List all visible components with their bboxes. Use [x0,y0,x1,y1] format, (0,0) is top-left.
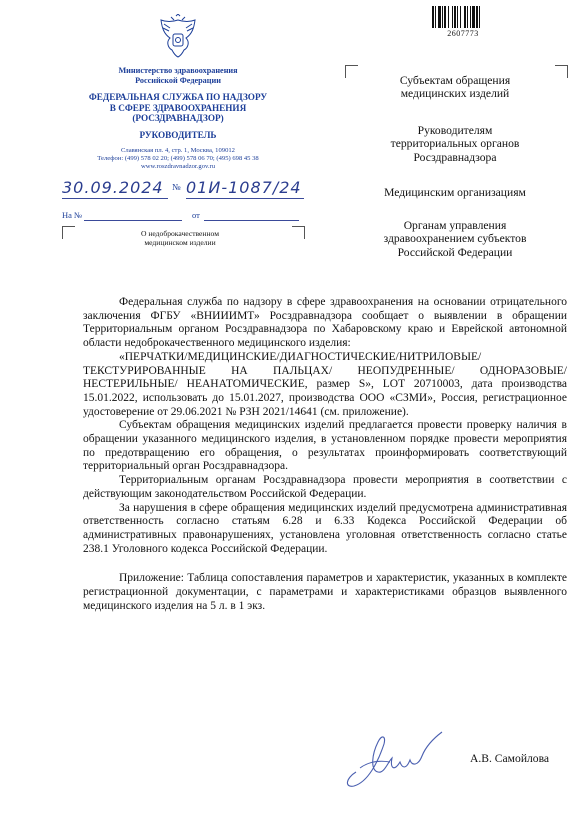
service-line: В СФЕРЕ ЗДРАВООХРАНЕНИЯ [109,102,247,113]
barcode-bar [448,6,449,28]
barcode-number: 2607773 [447,29,479,38]
barcode-bar [454,6,456,28]
addressee-line: здравоохранением субъектов [383,232,527,246]
ministry-line: Российской Федерации [135,76,221,85]
barcode-bar [444,6,446,28]
reference-no-underline [84,220,182,221]
subject-bracket-left [62,226,75,239]
barcode-bar [470,6,471,28]
head-title: РУКОВОДИТЕЛЬ [139,130,217,140]
reference-from-label: от [192,210,200,220]
subject-line: медицинском изделии [144,238,216,247]
barcode-bar [452,6,453,28]
paragraph-subjects: Субъектам обращения медицинских изделий предлагается провести проверку наличия в обращении указанного медицинского изделия, в установленном порядке провести мероприятия по предотвращению его обращения, о результатах проинформировать соответствующий территориальный орган Росздравнадзора. [83,419,567,473]
barcode-bar [457,6,458,28]
website-link[interactable]: www.roszdravnadzor.gov.ru [140,163,216,170]
barcode-bar [435,6,436,28]
addressee-1 [350,74,560,101]
registration-number: 01И-1087/24 [186,178,302,197]
service-name [50,92,306,124]
number-underline [186,198,304,199]
paragraph-intro: Федеральная служба по надзору в сфере здравоохранения на основании отрицательного заключения ФГБУ «ВНИИИМТ» Росздравнадзора сообщает о выявлении в обращении Территориальным органом Росздравнадзора по Хабаровскому краю и Еврейской автономной области недоброкачественного медицинского изделия: [83,296,567,350]
addressee-line: Органам управления [403,219,507,232]
addressee-3 [350,186,560,199]
barcode [432,6,494,28]
addressee-4 [350,219,560,259]
address: Славянская пл. 4, стр. 1, Москва, 109012 [121,147,235,154]
date-underline [62,198,168,199]
subject-bracket-right [292,226,305,239]
barcode-bar [476,6,478,28]
service-line: (РОСЗДРАВНАДЗОР) [132,113,224,123]
letter-body [83,296,567,613]
barcode-bar [432,6,434,28]
barcode-bar [467,6,468,28]
addressee-line: территориальных органов [390,137,520,151]
service-line: ФЕДЕРАЛЬНАЯ СЛУЖБА ПО НАДЗОРУ [88,92,268,102]
addressee-line: медицинских изделий [400,87,510,101]
subject-line: О недоброкачественном [140,229,220,238]
paragraph-liability: За нарушения в сфере обращения медицинских изделий предусмотрена административная ответственность согласно статьям 6.28 и 6.33 Кодекса Российской Федерации об административных правонарушениях, установлена уголовная ответственность согласно статье 238.1 Уголовного кодекса Российской Федерации. [83,501,567,555]
addressee-line: Медицинским организациям [384,186,526,199]
addressee-line: Российской Федерации [397,245,513,259]
paragraph-territorial: Территориальным органам Росздравнадзора провести мероприятия в соответствии с действующим законодательством Российской Федерации. [83,474,567,500]
barcode-bar [479,6,480,28]
paragraph-attachment: Приложение: Таблица сопоставления параметров и характеристик, указанных в комплекте регистрационной документации, с параметрами и характеристиками образцов выявленного медицинского изделия на 5 л. в 1 экз. [83,572,567,612]
registration-no-prefix: № [172,182,181,192]
barcode-bar [460,6,461,28]
reference-no-label: На № [62,210,83,220]
addressee-line: Росздравнадзора [413,150,497,164]
barcode-bar [442,6,443,28]
ministry-line: Министерство здравоохранения [118,66,238,75]
addressee-2 [350,124,560,164]
addressee-line: Руководителям [417,124,493,137]
barcode-bar [464,6,466,28]
subject [120,229,240,247]
registration-date: 30.09.2024 [62,178,164,197]
signatory-name: А.В. Самойлова [470,752,550,765]
ministry-name [50,66,306,86]
registration-line [62,178,302,202]
coat-of-arms-icon [158,14,198,58]
barcode-bar [472,6,475,28]
reference-line [62,210,307,222]
signature-icon [338,722,448,792]
paragraph-product: «ПЕРЧАТКИ/МЕДИЦИНСКИЕ/ДИАГНОСТИЧЕСКИЕ/НИТРИЛОВЫЕ/ ТЕКСТУРИРОВАННЫЕ НА ПАЛЬЦАХ/ НЕОПУДРЕННЫЕ/ ОДНОРАЗОВЫЕ/ НЕСТЕРИЛЬНЫЕ/ НЕАНАТОМИЧЕСКИЕ, размер S», LOT 20710003, дата производства 15.01.2022, использовать до 15.01.2027, производства ООО «СЗМИ», Россия, регистрационное удостоверение от 29.06.2021 № РЗН 2021/14641 (см. приложение). [83,350,567,418]
barcode-bar [438,6,441,28]
phones: Телефон: (499) 578 02 20; (499) 578 06 70; (495) 698 45 38 [97,155,259,162]
addressee-line: Субъектам обращения [399,74,511,87]
reference-from-underline [204,220,299,221]
contacts [50,147,306,171]
